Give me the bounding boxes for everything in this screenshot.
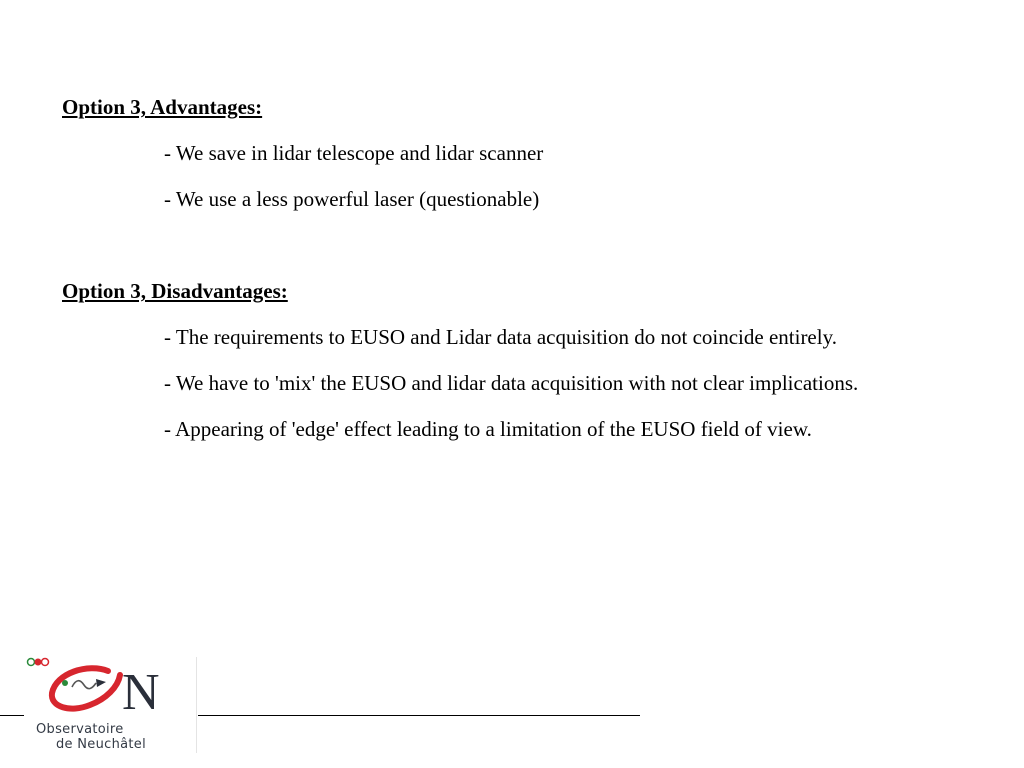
advantages-heading: Option 3, Advantages: <box>62 95 263 119</box>
logo-dot-icon <box>62 680 68 686</box>
logo-letter-icon: N <box>122 664 160 721</box>
section-spacer <box>62 230 962 276</box>
logo-rings-icon <box>26 657 50 667</box>
logo-swoosh-icon <box>52 668 120 708</box>
logo-wave-icon <box>72 681 96 689</box>
disadvantage-item: - The requirements to EUSO and Lidar data acquisition do not coincide entirely. <box>164 325 837 349</box>
disadvantage-item: - Appearing of 'edge' effect leading to a limitation of the EUSO field of view. <box>164 417 812 441</box>
slide-content <box>62 92 962 460</box>
advantage-item: - We use a less powerful laser (questionable) <box>164 187 540 211</box>
logo-arrow-icon <box>96 679 106 687</box>
disadvantage-item: - We have to 'mix' the EUSO and lidar data acquisition with not clear implications. <box>164 371 859 395</box>
advantage-item: - We save in lidar telescope and lidar scanner <box>164 141 544 165</box>
disadvantages-heading: Option 3, Disadvantages: <box>62 279 288 303</box>
observatoire-logo <box>26 657 197 753</box>
logo-text-line1: Observatoire <box>36 722 124 737</box>
footer-rule-left <box>0 715 24 716</box>
logo-mark-icon <box>26 657 196 723</box>
footer-rule-right <box>198 715 640 716</box>
logo-text-line2: de Neuchâtel <box>56 737 147 752</box>
